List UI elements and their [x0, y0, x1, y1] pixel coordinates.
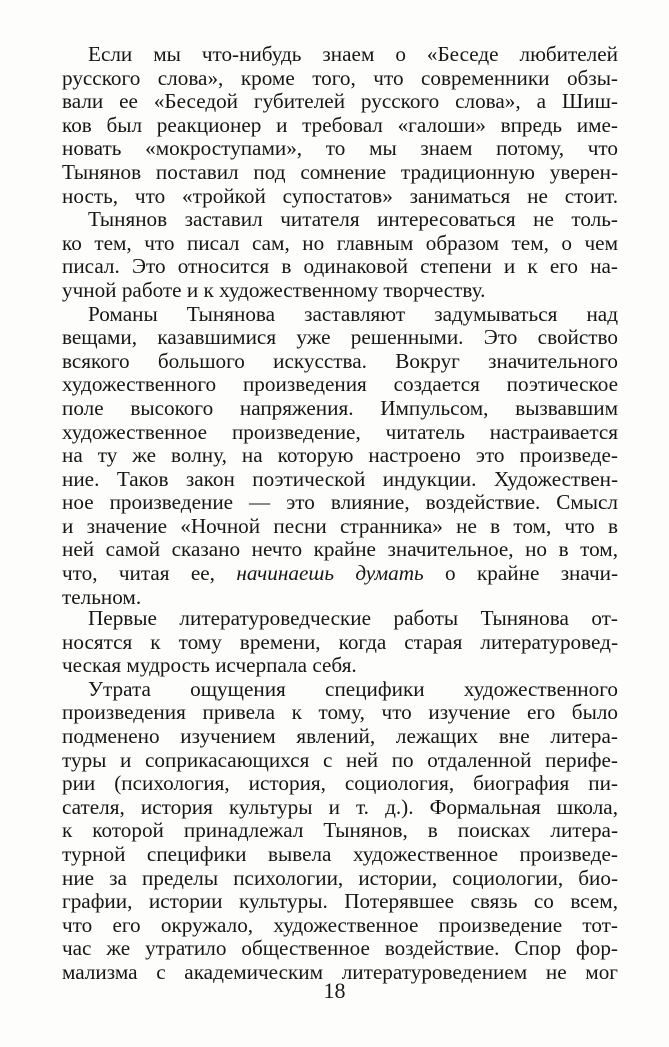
text-line: туры и соприкасающихся с ней по отдаленной перифе-	[62, 747, 618, 772]
text-line: Утрата ощущения специфики художественного	[88, 676, 618, 701]
text-line-with-italic	[62, 562, 618, 586]
text-line: художественного произведения создается поэтическое	[62, 372, 618, 397]
text-line: турной специфики вывела художественное произведе-	[62, 841, 618, 866]
text-line: всякого большого искусства. Вокруг значительного	[62, 348, 618, 373]
text-line: вещами, казавшимися уже решенными. Это свойство	[62, 325, 618, 350]
text-line: Романы Тынянова заставляют задумываться над	[88, 301, 618, 326]
text-line: на ту же волну, на которую настроено это произведе-	[62, 443, 618, 468]
text-line: ней самой сказано нечто крайне значительное, но в том,	[62, 537, 618, 562]
text-segment: о крайне значи-	[423, 561, 619, 586]
text-line: ное произведение — это влияние, воздействие. Смысл	[62, 490, 618, 515]
text-line: Если мы что-нибудь знаем о «Беседе любителей	[88, 42, 618, 66]
text-line: ков был реакционер и требовал «галоши» впредь име-	[62, 112, 618, 137]
text-line: художественное произведение, читатель настраивается	[62, 419, 618, 444]
text-line: рии (психология, история, социология, биография пи-	[62, 771, 618, 796]
text-line: Первые литературоведческие работы Тынянова от-	[88, 606, 618, 630]
text-line: что его окружало, художественное произведение тот-	[62, 912, 618, 937]
section-1-text	[62, 43, 618, 609]
text-line: тельном.	[62, 584, 142, 609]
text-line: поле высокого напряжения. Импульсом, вызвавшим	[62, 395, 618, 420]
text-segment: что, читая ее,	[62, 561, 237, 586]
text-line: к которой принадлежал Тынянов, в поисках литера-	[62, 818, 618, 843]
text-line: Тынянов поставил под сомнение традиционную уверен-	[62, 159, 618, 184]
text-line: и значение «Ночной песни странника» не в том, что в	[62, 513, 618, 538]
italic-emphasis: начинаешь думать	[236, 561, 424, 586]
text-line: час же утратило общественное воздействие. Спор фор-	[62, 936, 618, 961]
text-line: новать «мокроступами», то мы знаем потому, что	[62, 136, 618, 161]
text-line: Тынянов заставил читателя интересоваться не толь-	[88, 207, 618, 232]
text-line: сателя, история культуры и т. д.). Формальная школа,	[62, 794, 618, 819]
text-line: произведения привела к тому, что изучение его было	[62, 700, 618, 725]
text-line: ние за пределы психологии, истории, социологии, био-	[62, 865, 618, 890]
text-line: учной работе и к художественному творчеству.	[62, 277, 486, 302]
section-2-text	[62, 607, 618, 985]
text-line: ность, что «тройкой супостатов» заниматься не стоит.	[62, 183, 618, 208]
page-number: 18	[323, 978, 346, 1003]
text-line: ческая мудрость исчерпала себя.	[62, 653, 357, 678]
text-line: ние. Таков закон поэтической индукции. Художествен-	[62, 466, 618, 491]
text-line: подменено изучением явлений, лежащих вне литера-	[62, 723, 618, 748]
text-line: носятся к тому времени, когда старая литературовед-	[62, 629, 618, 654]
text-line: мализма с академическим литературоведением не мог	[62, 959, 618, 984]
text-line: русского слова», кроме того, что современники обзы-	[62, 65, 618, 90]
text-line: вали ее «Беседой губителей русского слова», а Шиш-	[62, 89, 618, 114]
text-line: писал. Это относится в одинаковой степени и к его на-	[62, 254, 618, 279]
text-line: ко тем, что писал сам, но главным образом тем, о чем	[62, 230, 618, 255]
text-line: графии, истории культуры. Потерявшее связь со всем,	[62, 889, 618, 914]
